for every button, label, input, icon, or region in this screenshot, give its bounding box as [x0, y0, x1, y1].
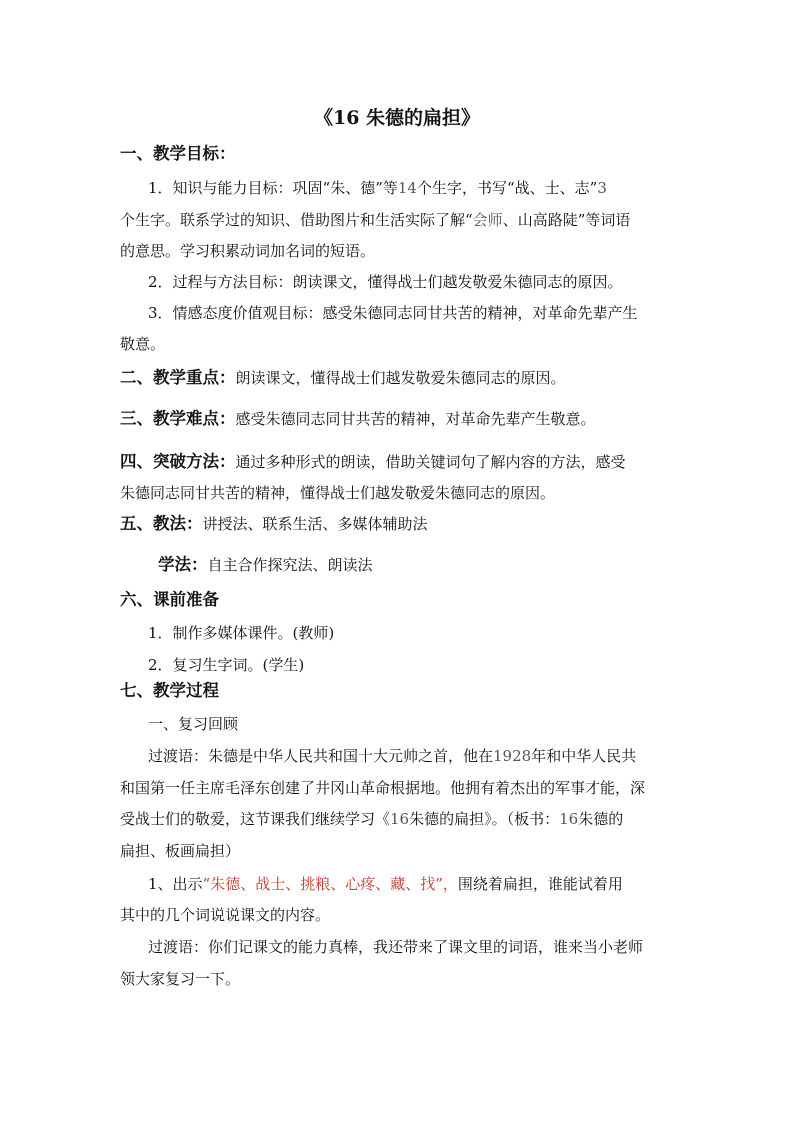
section-heading: 二、教学重点： [120, 368, 236, 387]
section-text: 朗读课文，懂得战士们越发敬爱朱德同志的原因。 [235, 369, 566, 387]
section-text: 自主合作探究法、朗读法 [207, 556, 373, 574]
objective-3-line-2: 敬意。 [120, 335, 166, 353]
section-breakthrough-line-1 [120, 452, 626, 472]
number: 1928 [493, 747, 532, 765]
objective-1-line-2 [120, 210, 630, 230]
number: 3 [597, 179, 607, 197]
transition-2-line-1: 过渡语：你们记课文的能力真棒，我还带来了课文里的词语，谁来当小老师 [148, 938, 644, 956]
section-heading: 三、教学难点： [120, 409, 236, 428]
show-words-line-2: 其中的几个词说说课文的内容。 [120, 906, 331, 924]
number: 16 [390, 810, 410, 828]
text: 年和中华人民共 [531, 747, 637, 765]
objective-1-line-3: 的意思。学习积累动词加名词的短语。 [120, 242, 376, 260]
preparation-item-1: 1．制作多媒体课件。(教师) [148, 624, 335, 642]
objective-1-line-1 [148, 178, 607, 198]
transition-1-line-1 [148, 746, 636, 766]
highlight-words: “朱德、战士、挑粮、心疼、藏、找”， [202, 875, 458, 893]
section-heading: 四、突破方法： [120, 452, 236, 471]
text: 个生字，书写“战、士、志” [416, 179, 598, 197]
section-heading-preparation: 六、课前准备 [120, 590, 219, 609]
section-learning-methods [158, 555, 373, 575]
text: 过渡语：朱德是中华人民共和国十大元帅之首，他在 [148, 747, 494, 765]
text: 、山高路陡”等词语 [502, 211, 631, 229]
section-teaching-methods [120, 514, 428, 534]
transition-2-line-2: 领大家复习一下。 [120, 970, 241, 988]
text: 1、出示 [148, 875, 203, 893]
number: 16 [559, 810, 579, 828]
text: 个生字。联系学过的知识、借助图片和生活实际了解“ [120, 211, 473, 229]
section-heading-objectives: 一、教学目标： [120, 144, 236, 163]
objective-2: 2．过程与方法目标：朗读课文，懂得战士们越发敬爱朱德同志的原因。 [148, 273, 623, 291]
text: 朱德的扁担》。（板书： [409, 810, 560, 828]
text: 1．知识与能力目标：巩固“朱、德”等 [148, 179, 398, 197]
transition-1-line-2: 和国第一任主席毛泽东创建了井冈山革命根据地。他拥有着杰出的军事才能，深 [120, 779, 646, 797]
show-words-line-1 [148, 874, 623, 894]
number: 14 [397, 179, 417, 197]
text: 受战士们的敬爱，这节课我们继续学习《 [120, 810, 391, 828]
section-key-points [120, 368, 566, 388]
section-breakthrough-line-2: 朱德同志同甘共苦的精神，懂得战士们越发敬爱朱德同志的原因。 [120, 484, 556, 502]
section-heading-process: 七、教学过程 [120, 681, 219, 700]
section-text: 感受朱德同志同甘共苦的精神，对革命先辈产生敬意。 [235, 410, 596, 428]
section-text: 通过多种形式的朗读，借助关键词句了解内容的方法，感受 [235, 453, 626, 471]
text: 朱德的 [578, 810, 624, 828]
transition-1-line-4: 扁担、板画扁担） [120, 842, 241, 860]
text-gray: 会师 [472, 211, 503, 229]
section-heading: 学法： [158, 555, 208, 574]
document-title: 《16 朱德的扁担》 [313, 107, 481, 129]
section-heading: 五、教法： [120, 514, 203, 533]
process-subheading-review: 一、复习回顾 [148, 715, 239, 733]
objective-3-line-1: 3．情感态度价值观目标：感受朱德同志同甘共苦的精神，对革命先辈产生 [148, 304, 638, 322]
transition-1-line-3 [120, 809, 623, 829]
preparation-item-2: 2．复习生字词。(学生) [148, 656, 305, 674]
section-text: 讲授法、联系生活、多媒体辅助法 [202, 515, 428, 533]
section-difficulties [120, 409, 596, 429]
text: 围绕着扁担，谁能试着用 [457, 875, 623, 893]
